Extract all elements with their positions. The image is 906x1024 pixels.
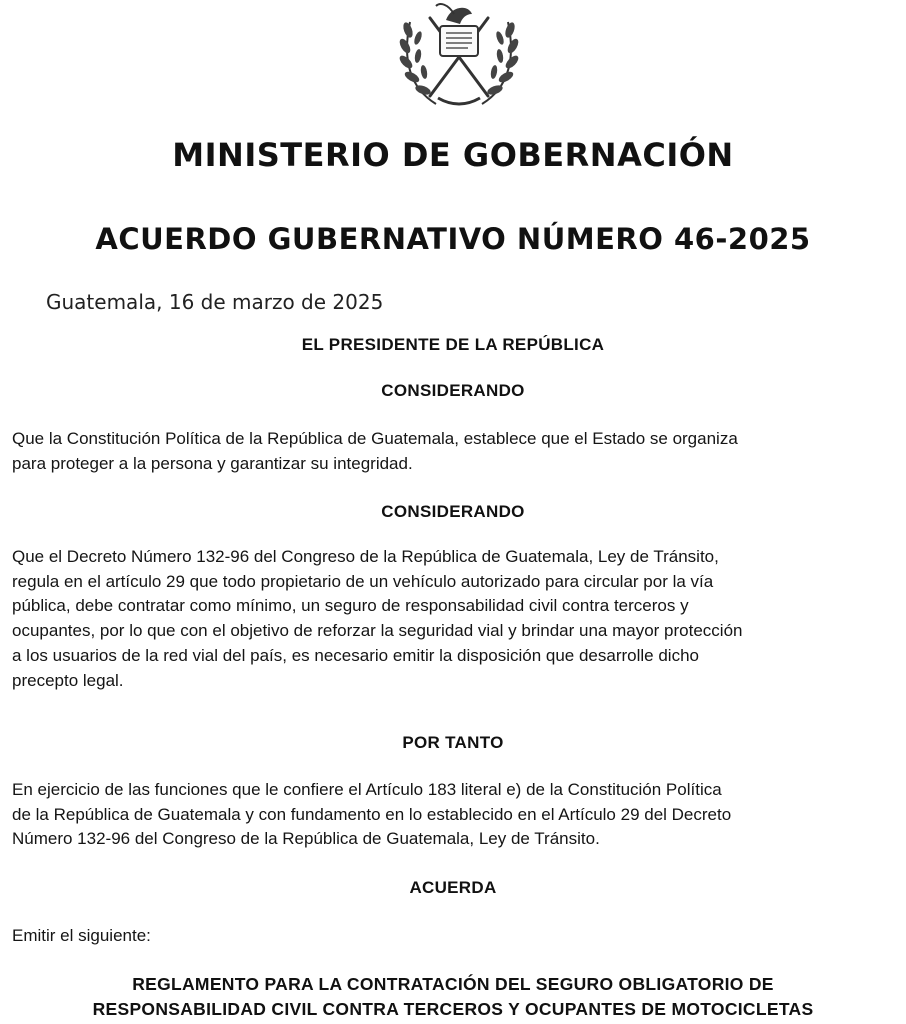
text-line: Que el Decreto Número 132-96 del Congreso de la República de Guatemala, Ley de Tránsito, bbox=[12, 547, 719, 566]
text-line: ocupantes, por lo que con el objetivo de reforzar la seguridad vial y brindar una mayor protección bbox=[12, 621, 743, 641]
text-line: Número 132-96 del Congreso de la República de Guatemala, Ley de Tránsito. bbox=[12, 829, 600, 849]
acuerda-intro: Emitir el siguiente: bbox=[12, 926, 151, 945]
text-line: En ejercicio de las funciones que le confiere el Artículo 183 literal e) de la Constitución Política bbox=[12, 780, 722, 799]
por-tanto-heading: POR TANTO bbox=[402, 733, 504, 752]
text-line: para proteger a la persona y garantizar su integridad. bbox=[12, 453, 413, 473]
considerando-1-heading: CONSIDERANDO bbox=[381, 381, 525, 400]
title-line: RESPONSABILIDAD CIVIL CONTRA TERCEROS Y OCUPANTES DE MOTOCICLETAS bbox=[92, 999, 814, 1019]
document-date: Guatemala, 16 de marzo de 2025 bbox=[46, 290, 384, 314]
ministry-heading: MINISTERIO DE GOBERNACIÓN bbox=[172, 136, 734, 174]
regulation-title bbox=[0, 972, 906, 1022]
considerando-2-text bbox=[12, 545, 894, 693]
coat-of-arms-icon bbox=[396, 0, 522, 112]
text-line: regula en el artículo 29 que todo propietario de un vehículo autorizado para circular por la vía bbox=[12, 571, 714, 591]
text-line: de la República de Guatemala y con fundamento en lo establecido en el Artículo 29 del Decreto bbox=[12, 804, 732, 824]
text-line: pública, debe contratar como mínimo, un seguro de responsabilidad civil contra terceros y bbox=[12, 596, 689, 616]
issuer-heading: EL PRESIDENTE DE LA REPÚBLICA bbox=[301, 335, 605, 354]
title-line: REGLAMENTO PARA LA CONTRATACIÓN DEL SEGURO OBLIGATORIO DE bbox=[132, 974, 774, 994]
agreement-title: ACUERDO GUBERNATIVO NÚMERO 46-2025 bbox=[95, 222, 811, 256]
por-tanto-text bbox=[12, 778, 894, 852]
text-line: a los usuarios de la red vial del país, es necesario emitir la disposición que desarrolle dicho bbox=[12, 645, 699, 665]
acuerda-heading: ACUERDA bbox=[409, 878, 497, 897]
considerando-2-heading: CONSIDERANDO bbox=[381, 502, 525, 521]
text-line: precepto legal. bbox=[12, 670, 124, 690]
text-line: Que la Constitución Política de la República de Guatemala, establece que el Estado se organiza bbox=[12, 429, 738, 448]
considerando-1-text bbox=[12, 427, 894, 476]
